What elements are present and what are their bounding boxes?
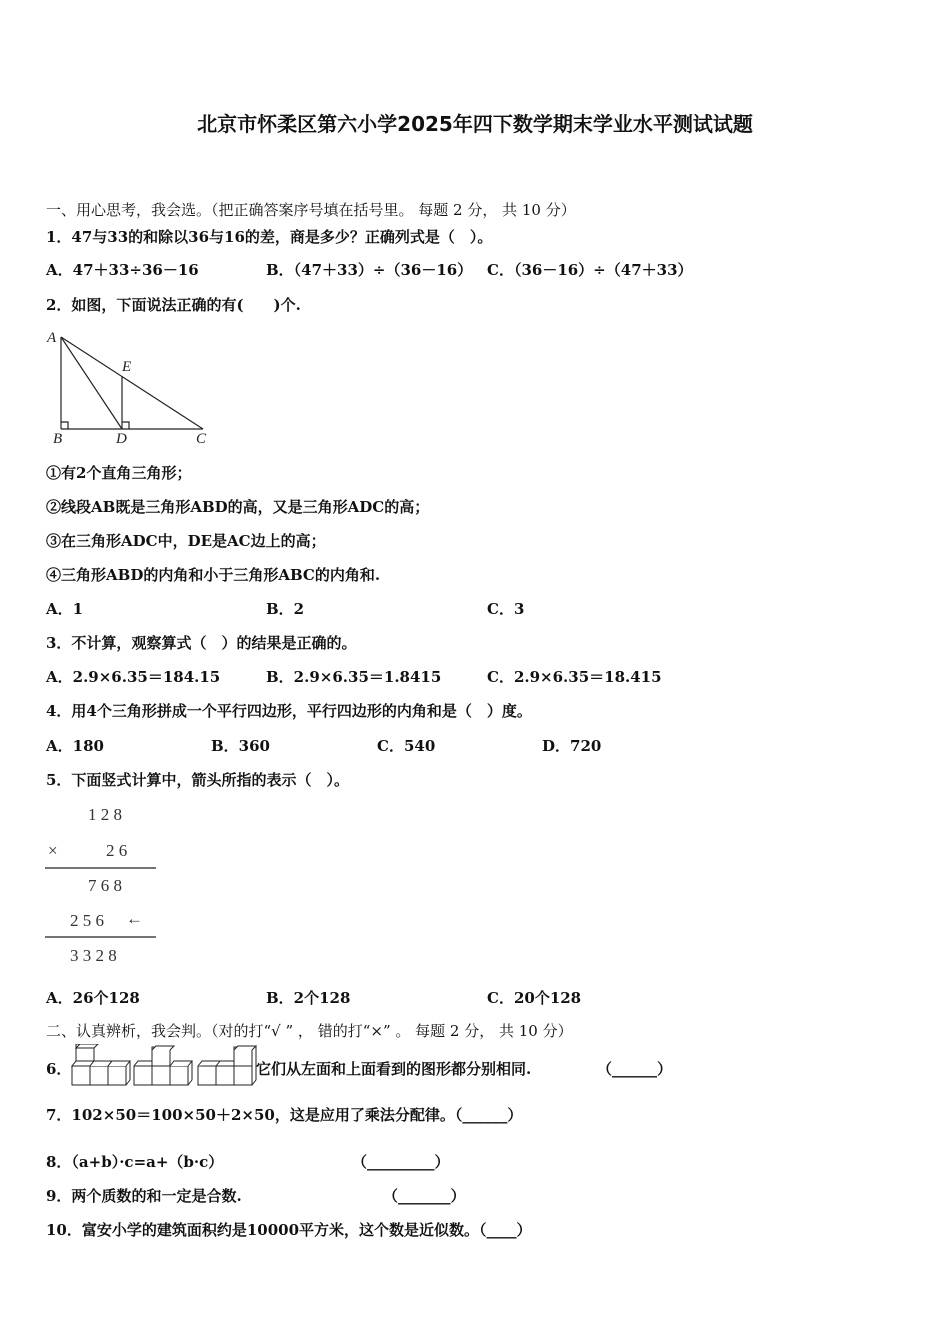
cube-figures: [68, 1044, 258, 1089]
label-a: A: [47, 330, 57, 346]
question-3-option-a: A．2.9×6.35＝184.15: [46, 668, 221, 686]
question-10-text: 10．富安小学的建筑面积约是10000平方米，这个数是近似数。（____）: [46, 1221, 532, 1239]
label-c: C: [196, 431, 207, 447]
section-1-heading: 一、用心思考，我会选。（把正确答案序号填在括号里。 每题 2 分， 共 10 分）: [46, 201, 576, 219]
statement-2: ②线段AB既是三角形ABD的高，又是三角形ADC的高；: [46, 498, 430, 516]
label-d: D: [116, 431, 127, 447]
question-4-option-b: B．360: [211, 737, 270, 755]
calc-row-3: 7 6 8: [88, 876, 122, 895]
right-angle-mark-d: [122, 422, 129, 429]
question-9-answer-blank[interactable]: （_______）: [383, 1187, 466, 1205]
section-2-heading: 二、认真辨析，我会判。（对的打“√ ” ， 错的打“×” 。 每题 2 分， 共 10 分）: [46, 1022, 573, 1040]
triangle-figure: [40, 325, 220, 450]
segment-ad: [61, 337, 122, 429]
question-5-option-c: C．20个128: [487, 989, 582, 1007]
page-title: 北京市怀柔区第六小学2025年四下数学期末学业水平测试试题: [197, 112, 753, 136]
cube-figure-1: [72, 1044, 130, 1085]
question-3-option-b: B．2.9×6.35＝1.8415: [266, 668, 442, 686]
question-2-stem: 2．如图，下面说法正确的有( )个.: [46, 296, 301, 314]
question-1-stem: 1．47与33的和除以36与16的差，商是多少？正确列式是（ ）。: [46, 228, 493, 246]
question-4-option-d: D．720: [542, 737, 602, 755]
statement-4: ④三角形ABD的内角和小于三角形ABC的内角和.: [46, 566, 381, 584]
calc-row-5: 3 3 2 8: [70, 946, 117, 965]
question-2-option-b: B．2: [266, 600, 305, 618]
question-8-answer-blank[interactable]: （_________）: [352, 1153, 450, 1171]
calc-row-1: 1 2 8: [88, 805, 122, 824]
calc-row-4: 2 5 6: [70, 911, 104, 930]
question-7-text: 7．102×50＝100×50＋2×50，这是应用了乘法分配律。（______）: [46, 1106, 523, 1124]
cube-figure-3: [198, 1046, 256, 1085]
question-5-option-b: B．2个128: [266, 989, 351, 1007]
arrow-icon: ←: [126, 909, 143, 928]
question-4-option-c: C．540: [377, 737, 436, 755]
cube-figure-2: [134, 1046, 192, 1085]
question-9-text: 9．两个质数的和一定是合数.: [46, 1187, 242, 1205]
question-3-option-c: C．2.9×6.35＝18.415: [487, 668, 662, 686]
question-6-text: 它们从左面和上面看到的图形都分别相同.: [256, 1060, 532, 1078]
label-e: E: [122, 359, 132, 375]
question-8-text: 8．（a+b）·c=a+（b·c）: [46, 1153, 224, 1171]
question-5-stem: 5．下面竖式计算中，箭头所指的表示（ ）。: [46, 771, 349, 789]
vertical-multiplication: [40, 798, 170, 973]
question-5-option-a: A．26个128: [46, 989, 140, 1007]
question-6-answer-blank[interactable]: （______）: [597, 1060, 673, 1078]
question-2-option-a: A．1: [46, 600, 84, 618]
statement-3: ③在三角形ADC中，DE是AC边上的高；: [46, 532, 326, 550]
segment-ac: [61, 337, 203, 429]
statement-1: ①有2个直角三角形；: [46, 464, 192, 482]
question-3-stem: 3．不计算，观察算式（ ）的结果是正确的。: [46, 634, 357, 652]
label-b: B: [53, 431, 63, 447]
calc-operator: ×: [48, 841, 58, 860]
question-1-option-a: A．47＋33÷36－16: [46, 261, 199, 279]
question-1-option-c: C．（36－16）÷（47＋33）: [487, 261, 693, 279]
question-2-option-c: C．3: [487, 600, 525, 618]
right-angle-mark-b: [61, 422, 68, 429]
question-4-option-a: A．180: [46, 737, 104, 755]
calc-row-2: 2 6: [106, 841, 128, 860]
question-6-number: 6．: [46, 1060, 72, 1078]
question-4-stem: 4．用4个三角形拼成一个平行四边形，平行四边形的内角和是（ ）度。: [46, 702, 532, 720]
question-1-option-b: B．（47＋33）÷（36－16）: [266, 261, 473, 279]
